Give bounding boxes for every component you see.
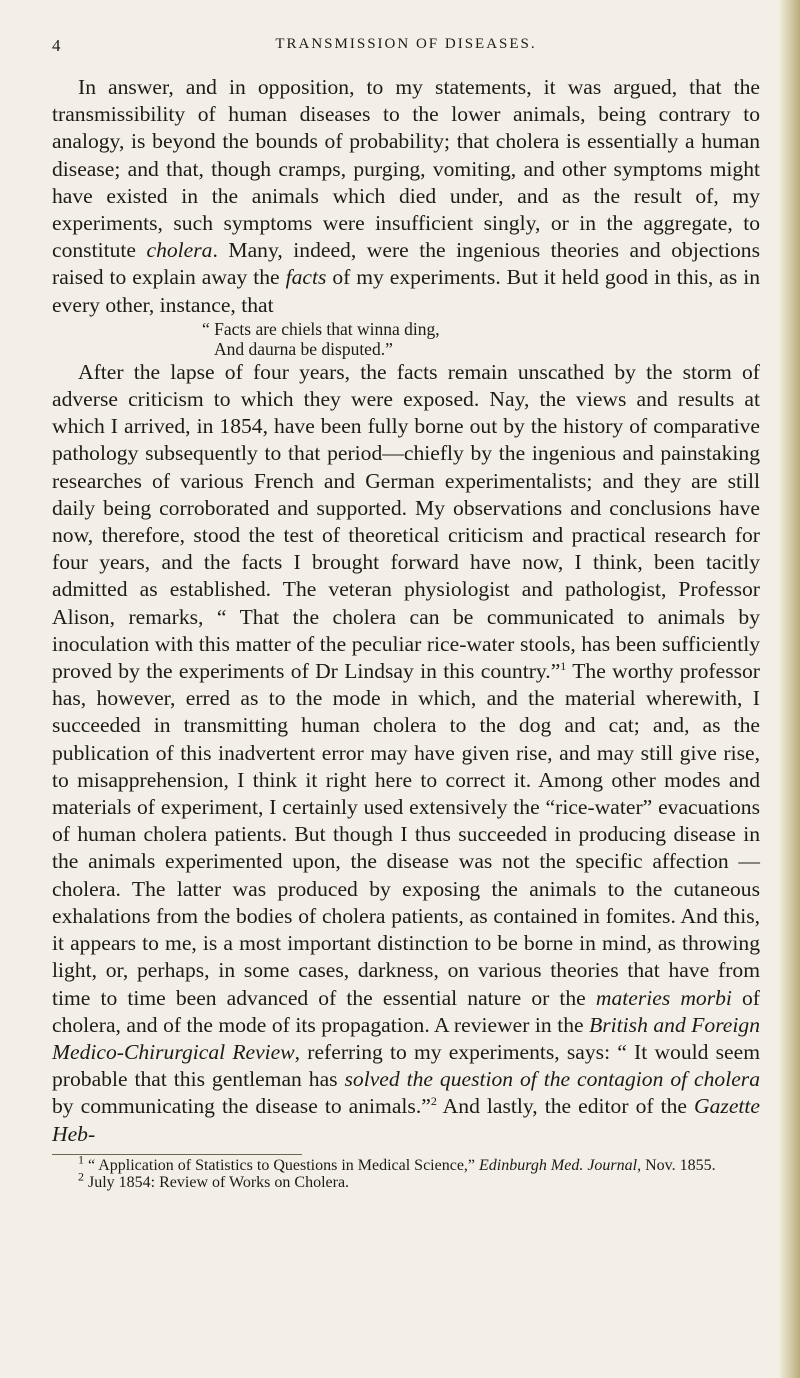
verse-quotation: [202, 319, 760, 359]
emphasis-cholera: cholera: [146, 238, 213, 263]
footnote-1: $^1$ “ Application of Statistics to Questions in Medical Science,” Edinburgh Med. Journal, Nov. 1855.: [78, 1152, 716, 1174]
footnote-ref-1: 1: [560, 658, 567, 673]
verse-line-2: And daurna be disputed.”: [214, 338, 393, 359]
paragraph-1: In answer, and in opposition, to my statements, it was argued, that the transmissibility of human diseases to the lower animals, being contrary to analogy, is beyond the bounds of probability; that cholera is essentially a human disease; and that, though cramps, purging, vomiting, and other symptoms might have existed in the animals which died under, and as the result of, my experiments, such symptoms were insufficient singly, or in the aggregate, to constitute cholera. Many, indeed, were the ingenious theories and objections raised to explain away the facts of my experiments. But it held good in this, as in every other, instance, that: [52, 75, 761, 317]
emphasis-facts: facts: [285, 265, 327, 290]
verse-line-1: “ Facts are chiels that winna ding,: [202, 318, 440, 339]
body-text: [52, 74, 760, 1148]
running-head: TRANSMISSION OF DISEASES.: [275, 36, 537, 52]
emphasis-solved: solved the question of the contagion of cholera: [344, 1067, 761, 1092]
page-header: [52, 28, 760, 74]
book-page: [52, 28, 760, 1191]
page-number: 4: [52, 36, 63, 55]
page-edge-shadow: [780, 0, 800, 1378]
journal-title-review: British and Foreign Medico-Chirurgical Review: [52, 1012, 760, 1064]
footnote-ref-2: 2: [430, 1094, 437, 1109]
paragraph-2: After the lapse of four years, the facts remain unscathed by the storm of adverse criticism to which they were exposed. Nay, the views and results at which I arrived, in 1854, have been fully borne out by the history of comparative pathology subsequently to that period—chiefly by the ingenious and painstaking researches of various French and German experimentalists; and they are still daily being corroborated and supported. My observations and conclusions have now, therefore, stood the test of theoretical criticism and practical research for four years, and the facts I brought forward have now, I think, been tacitly admitted as established. The veteran physiologist and pathologist, Professor Alison, remarks, “ That the cholera can be communicated to animals by inoculation with this matter of the peculiar rice-water stools, has been sufficiently proved by the experiments of Dr Lindsay in this country.”$^1$ The worthy professor has, however, erred as to the mode in which, and the material wherewith, I succeeded in transmitting human cholera to the dog and cat; and, as the publication of this inadvertent error may have given rise, and may still give rise, to misapprehension, I think it right here to correct it. Among other modes and materials of experiment, I certainly used extensively the “rice-water” evacuations of human cholera patients. But though I thus succeeded in producing disease in the animals experimented upon, the disease was not the specific affection —cholera. The latter was produced by exposing the animals to the cutaneous exhalations from the bodies of cholera patients, as contained in fomites. And this, it appears to me, is a most important distinction to be borne in mind, as throwing light, or, perhaps, in some cases, darkness, on various theories that have from time to time been advanced of the essential nature or the materies morbi of cholera, and of the mode of its propagation. A reviewer in the British and Foreign Medico-Chirurgical Review, referring to my experiments, says: “ It would seem probable that this gentleman has solved the question of the contagion of cholera by communicating the disease to animals.”$^2$ And lastly, the editor of the Gazette Heb-: [52, 359, 761, 1146]
footnotes: [52, 1152, 760, 1191]
journal-title-gazette: Gazette Heb-: [52, 1094, 760, 1146]
footnote-2: $^2$ July 1854: Review of Works on Cholera.: [78, 1169, 350, 1191]
emphasis-materies-morbi: materies morbi: [595, 985, 732, 1010]
